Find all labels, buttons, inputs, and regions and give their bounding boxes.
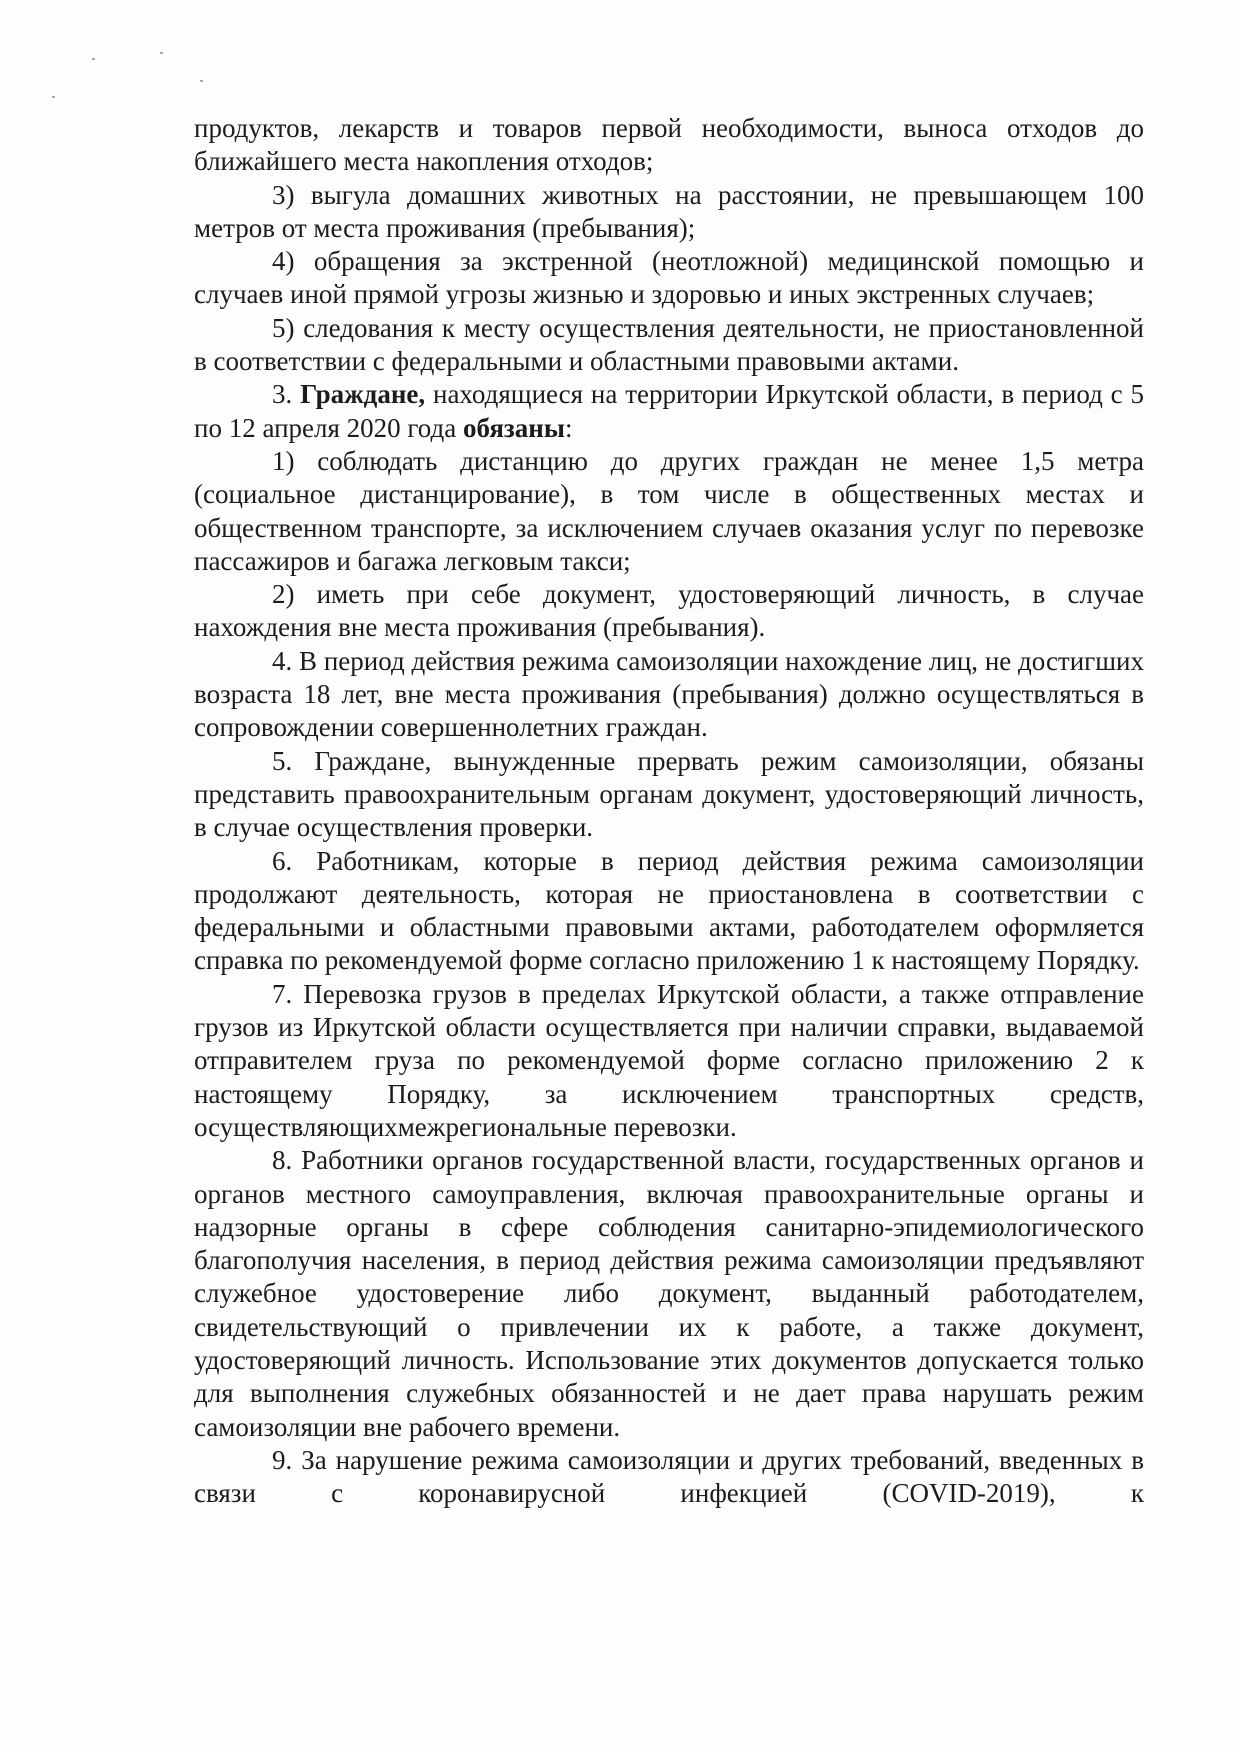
paragraph	[194, 112, 1144, 179]
paragraph	[194, 1144, 1144, 1444]
paragraph	[194, 179, 1144, 246]
paragraph	[194, 845, 1144, 978]
scan-speck	[160, 52, 163, 54]
paragraph-text: 5) следования к месту осуществления деятельности, не приостановленной в соответствии с федеральными и областными правовыми актами.	[194, 312, 1144, 377]
paragraph-text: 4. В период действия режима самоизоляции нахождение лиц, не достигших возраста 18 лет, вне места проживания (пребывания) должно осуществляться в сопровождении совершеннолетних граждан.	[194, 645, 1144, 743]
paragraph-text: :	[564, 412, 573, 443]
scan-speck	[200, 80, 203, 82]
paragraph	[194, 245, 1144, 312]
paragraph	[194, 1444, 1144, 1511]
paragraph	[194, 745, 1144, 845]
bold-text: обязаны	[463, 412, 565, 443]
paragraph-text: находящиеся на территории Иркутской области, в период с 5 по 12 апреля 2020 года	[194, 379, 1145, 443]
paragraph-text: 3) выгула домашних животных на расстоянии, не превышающем 100 метров от места проживания (пребывания);	[194, 179, 1144, 243]
paragraph-text: 1) соблюдать дистанцию до других граждан не менее 1,5 метра (социальное дистанцирование), в том числе в общественных местах и общественном транспорте, за исключением случаев оказания услуг по перевозке пассажиров и багажа легковым такси;	[194, 445, 1144, 576]
paragraph-text: 5. Граждане, вынужденные прервать режим самоизоляции, обязаны представить правоохранительным органам документ, удостоверяющий личность, в случае осуществления проверки.	[194, 745, 1144, 843]
paragraph-text: 9. За нарушение режима самоизоляции и других требований, введенных в связи с коронавирусной инфекцией (COVID-2019), к	[194, 1444, 1144, 1509]
paragraph	[194, 578, 1144, 645]
paragraph	[194, 645, 1144, 745]
paragraph-text: продуктов, лекарств и товаров первой необходимости, выноса отходов до ближайшего места накопления отходов;	[194, 113, 1144, 177]
paragraph-text: 3.	[272, 379, 301, 410]
paragraph-text: 7. Перевозка грузов в пределах Иркутской области, а также отправление грузов из Иркутской области осуществляется при наличии справки, выдаваемой отправителем груза по рекомендуемой форме согласно приложению 2 к настоящему Порядку, за исключением транспортных средств, осуществляющихмежрегиональные перевозки.	[194, 978, 1144, 1142]
paragraph	[194, 445, 1144, 578]
paragraph	[194, 312, 1144, 379]
bold-text: Граждане,	[300, 379, 426, 410]
paragraph-text: 8. Работники органов государственной власти, государственных органов и органов местного самоуправления, включая правоохранительные органы и надзорные органы в сфере соблюдения санитарно-эпидемиологического благополучия населения, в период действия режима самоизоляции предъявляют служебное удостоверение либо документ, выданный работодателем, свидетельствующий о привлечении их к работе, а также документ, удостоверяющий личность. Использование этих документов допускается только для выполнения служебных обязанностей и не дает права нарушать режим самоизоляции вне рабочего времени.	[194, 1145, 1144, 1442]
paragraph-text: 6. Работникам, которые в период действия режима самоизоляции продолжают деятельность, которая не приостановлена в соответствии с федеральными и областными правовыми актами, работодателем оформляется справка по рекомендуемой форме согласно приложению 1 к настоящему Порядку.	[194, 845, 1144, 976]
scan-speck	[92, 58, 95, 60]
paragraph-text: 4) обращения за экстренной (неотложной) медицинской помощью и случаев иной прямой угрозы жизнью и здоровью и иных экстренных случаев;	[194, 246, 1144, 310]
document-body	[194, 112, 1144, 1510]
paragraph	[194, 978, 1144, 1144]
paragraph-text: 2) иметь при себе документ, удостоверяющий личность, в случае нахождения вне места проживания (пребывания).	[194, 579, 1144, 643]
paragraph	[194, 378, 1144, 445]
scan-speck	[52, 96, 55, 98]
